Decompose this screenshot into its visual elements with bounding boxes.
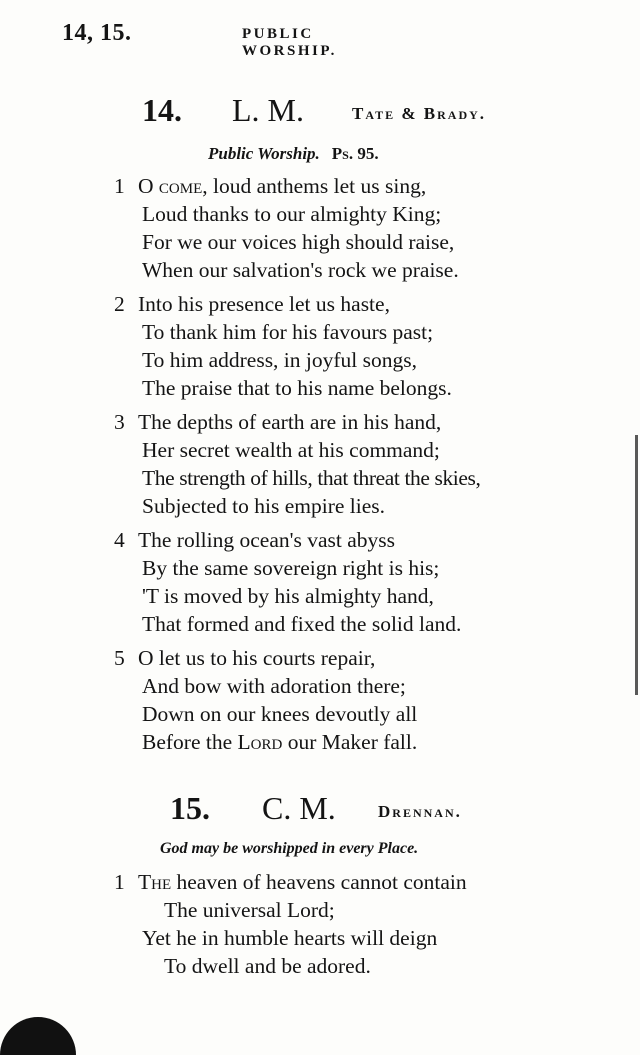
verse-line: O let us to his courts repair, <box>138 646 376 670</box>
verse-line: And bow with adoration there; <box>142 674 406 698</box>
ink-blot <box>0 1017 76 1055</box>
hymn-15-subtitle <box>0 840 640 858</box>
verse-line <box>138 872 467 894</box>
verse-line: To thank him for his favours past; <box>142 320 434 344</box>
first-line-rest: loud anthems let us sing, <box>207 174 427 198</box>
verse-line: To dwell and be adored. <box>164 954 371 978</box>
hymn-15-header <box>0 790 640 834</box>
verse-line: By the same sovereign right is his; <box>142 556 440 580</box>
verse-line: For we our voices high should raise, <box>142 230 455 254</box>
subtitle-text: Public Worship. <box>208 144 320 163</box>
verse-line: The universal Lord; <box>164 898 335 922</box>
verse-line: Subjected to his empire lies. <box>142 494 386 518</box>
scripture-reference: Ps. 95. <box>331 144 379 163</box>
hymn-number: 14. <box>142 92 182 128</box>
verse-line: Into his presence let us haste, <box>138 292 390 316</box>
verse-line: Yet he in humble hearts will deign <box>142 926 438 950</box>
hymn-author: Tate & Brady. <box>352 104 487 123</box>
hymn-meter: C. M. <box>262 790 336 826</box>
stanza-number: 2 <box>114 292 125 316</box>
verse-line <box>138 176 426 198</box>
hymn-14-subtitle <box>0 144 640 164</box>
subtitle-text: God may be worshipped in every Place. <box>160 840 419 857</box>
verse-line: 'T is moved by his almighty hand, <box>142 584 434 608</box>
last-line-start: Before the <box>142 730 238 754</box>
verse-line: Loud thanks to our almighty King; <box>142 202 442 226</box>
stanza-number: 1 <box>114 174 125 198</box>
verse-line: When our salvation's rock we praise. <box>142 258 459 282</box>
last-line-end: our Maker fall. <box>282 730 418 754</box>
verse-line: Down on our knees devoutly all <box>142 702 418 726</box>
hymn-number: 15. <box>170 790 210 826</box>
small-caps-word: Lord <box>237 730 283 754</box>
verse-line: That formed and fixed the solid land. <box>142 612 462 636</box>
verse-line <box>142 732 417 754</box>
hymn-14-header <box>0 92 640 136</box>
verse-line: The praise that to his name belongs. <box>142 376 452 400</box>
verse-line: To him address, in joyful songs, <box>142 348 417 372</box>
stanza-number: 1 <box>114 870 125 894</box>
verse-line: Her secret wealth at his command; <box>142 438 440 462</box>
first-word: The <box>138 870 172 894</box>
stanza-number: 5 <box>114 646 125 670</box>
verse-line: The rolling ocean's vast abyss <box>138 528 396 552</box>
page-edge-shadow <box>635 435 638 695</box>
verse-line: The strength of hills, that threat the skies, <box>142 466 481 490</box>
running-head <box>62 20 412 59</box>
running-title: PUBLIC WORSHIP. <box>242 26 337 59</box>
first-line-rest: heaven of heavens cannot contain <box>171 870 467 894</box>
hymn-meter: L. M. <box>232 92 304 128</box>
stanza-number: 4 <box>114 528 125 552</box>
first-word: O come, <box>138 174 208 198</box>
stanza-number: 3 <box>114 410 125 434</box>
verse-line: The depths of earth are in his hand, <box>138 410 442 434</box>
page-numbers: 14, 15. <box>62 20 132 46</box>
hymn-author: Drennan. <box>378 802 462 821</box>
